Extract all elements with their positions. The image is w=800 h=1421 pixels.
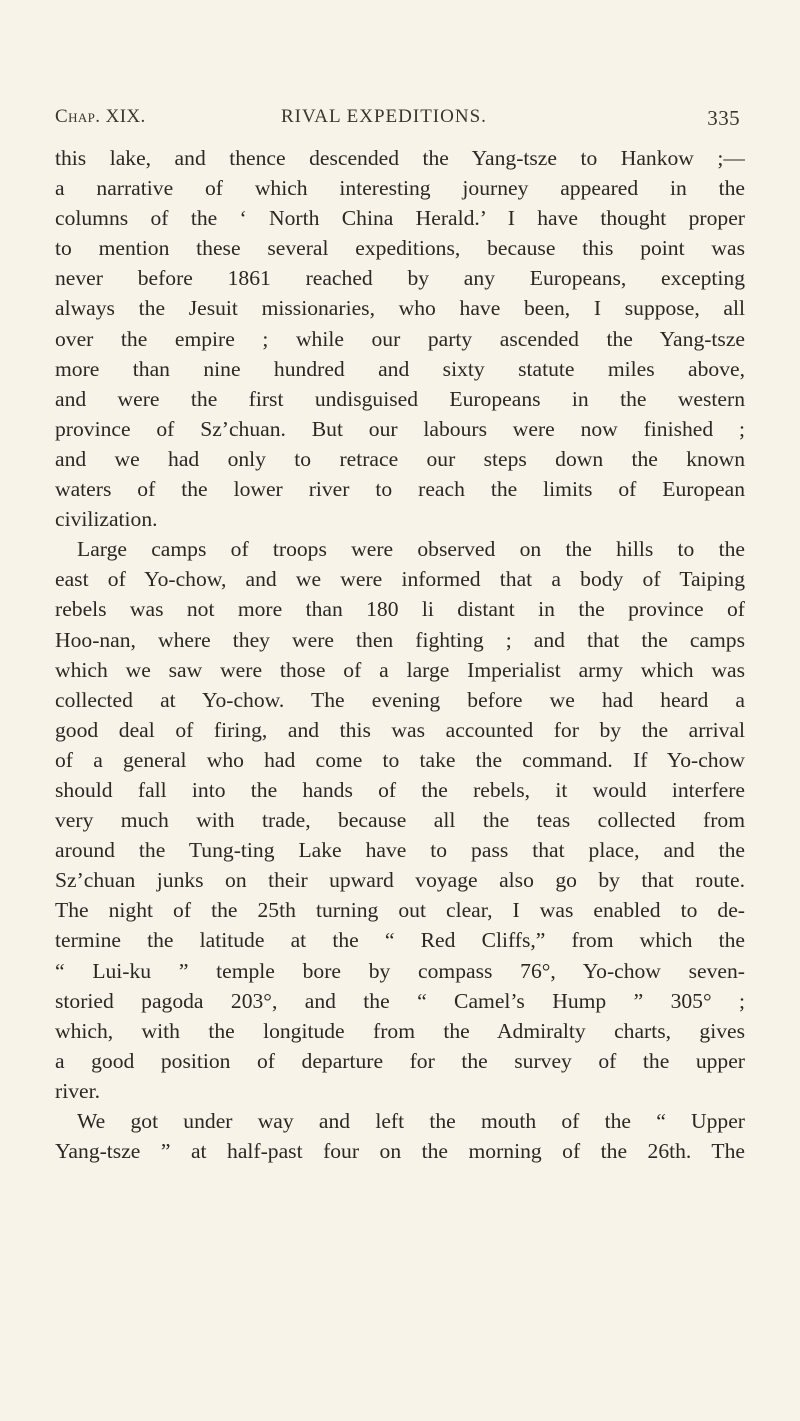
- text-line: storied pagoda 203°, and the “ Camel’s Hump ” 305° ;: [55, 988, 745, 1013]
- text-line: a narrative of which interesting journey appeared in the: [55, 176, 745, 201]
- text-line: of a general who had come to take the command. If Yo-chow: [55, 747, 745, 772]
- text-line: a good position of departure for the survey of the upper: [55, 1048, 745, 1073]
- text-line: east of Yo-chow, and we were informed that a body of Taiping: [55, 567, 745, 592]
- page-title: RIVAL EXPEDITIONS.: [281, 106, 487, 127]
- text-line: never before 1861 reached by any Europeans, excepting: [55, 266, 745, 291]
- body-text: [55, 143, 745, 1166]
- text-line: Hoo-nan, where they were then fighting ; and that the camps: [55, 627, 745, 652]
- text-line: river.: [55, 1078, 100, 1103]
- text-line: always the Jesuit missionaries, who have been, I suppose, all: [55, 296, 745, 321]
- text-line: collected at Yo-chow. The evening before we had heard a: [55, 687, 745, 712]
- text-line: Sz’chuan junks on their upward voyage also go by that route.: [55, 868, 745, 893]
- text-line: province of Sz’chuan. But our labours were now finished ;: [55, 416, 745, 441]
- text-line: rebels was not more than 180 li distant in the province of: [55, 597, 745, 622]
- text-line: termine the latitude at the “ Red Cliffs,” from which the: [55, 928, 745, 953]
- text-line: to mention these several expeditions, because this point was: [55, 236, 745, 261]
- text-line: columns of the ‘ North China Herald.’ I have thought proper: [55, 206, 745, 231]
- text-line: The night of the 25th turning out clear, I was enabled to de-: [55, 898, 745, 923]
- text-line: waters of the lower river to reach the limits of European: [55, 477, 745, 502]
- chapter-label: Chap. XIX.: [55, 106, 146, 127]
- text-line: “ Lui-ku ” temple bore by compass 76°, Yo-chow seven-: [55, 958, 745, 983]
- text-line: and were the first undisguised Europeans in the western: [55, 386, 745, 411]
- text-line: which we saw were those of a large Imperialist army which was: [55, 657, 745, 682]
- running-head: [55, 106, 740, 136]
- text-line: this lake, and thence descended the Yang-tsze to Hankow ;—: [55, 146, 745, 170]
- text-line: very much with trade, because all the teas collected from: [55, 808, 745, 833]
- text-line: and we had only to retrace our steps down the known: [55, 446, 745, 471]
- text-line: Large camps of troops were observed on the hills to the: [77, 537, 745, 562]
- text-line: We got under way and left the mouth of the “ Upper: [77, 1109, 745, 1133]
- text-line: around the Tung-ting Lake have to pass that place, and the: [55, 838, 745, 863]
- text-line: over the empire ; while our party ascended the Yang-tsze: [55, 326, 745, 351]
- text-line: good deal of firing, and this was accounted for by the arrival: [55, 717, 745, 742]
- text-line: civilization.: [55, 507, 158, 532]
- text-line: should fall into the hands of the rebels, it would interfere: [55, 777, 745, 802]
- text-line: which, with the longitude from the Admiralty charts, gives: [55, 1018, 745, 1043]
- text-line: Yang-tsze ” at half-past four on the morning of the 26th. The: [55, 1139, 745, 1164]
- page-number: 335: [707, 106, 740, 130]
- text-line: more than nine hundred and sixty statute miles above,: [55, 356, 745, 381]
